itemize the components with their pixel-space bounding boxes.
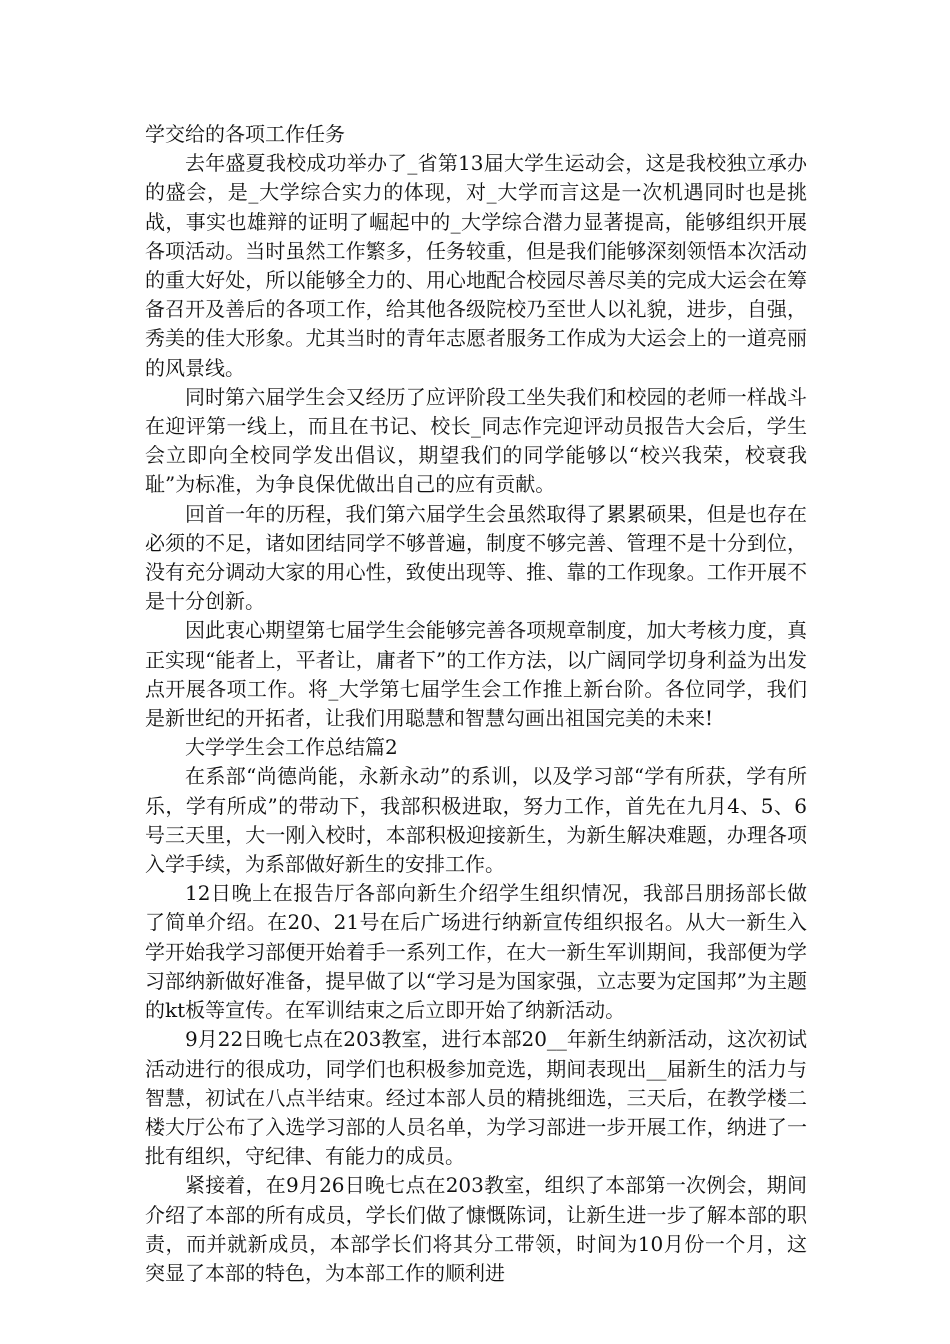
paragraph: 9月22日晚七点在203教室，进行本部20__年新生纳新活动，这次初试活动进行的很成功，同学们也积极参加竞选，期间表现出__届新生的活力与智慧，初试在八点半结束。经过本部人员的精挑细选，三天后，在教学楼二楼大厅公布了入选学习部的人员名单，为学习部进一步开展工作，纳进了一批有组织，守纪律、有能力的成员。 bbox=[145, 1027, 807, 1169]
paragraph: 同时第六届学生会又经历了应评阶段工坐失我们和校园的老师一样战斗在迎评第一线上，而且在书记、校长_同志作完迎评动员报告大会后，学生会立即向全校同学发出倡议，期望我们的同学能够以“校兴我荣，校衰我耻”为标准，为争良保优做出自己的应有贡献。 bbox=[145, 384, 807, 497]
paragraph: 在系部“尚德尚能，永新永动”的系训，以及学习部“学有所获，学有所乐，学有所成”的带动下，我部积极进取，努力工作，首先在九月4、5、6号三天里，大一刚入校时，本部积极迎接新生，为新生解决难题，办理各项入学手续，为系部做好新生的安排工作。 bbox=[145, 764, 807, 877]
paragraph: 回首一年的历程，我们第六届学生会虽然取得了累累硕果，但是也存在必须的不足，诸如团结同学不够普遍，制度不够完善、管理不是十分到位，没有充分调动大家的用心性，致使出现等、推、靠的工作现象。工作开展不是十分创新。 bbox=[145, 501, 807, 614]
paragraph-continuation: 学交给的各项工作任务 bbox=[145, 122, 345, 146]
paragraph: 因此衷心期望第七届学生会能够完善各项规章制度，加大考核力度，真正实现“能者上，平者让，庸者下”的工作方法，以广阔同学切身利益为出发点开展各项工作。将_大学第七届学生会工作推上新台阶。各位同学，我们是新世纪的开拓者，让我们用聪慧和智慧勾画出祖国完美的未来! bbox=[145, 618, 807, 731]
section-heading: 大学学生会工作总结篇2 bbox=[185, 735, 398, 760]
paragraph: 紧接着，在9月26日晚七点在203教室，组织了本部第一次例会，期间介绍了本部的所有成员，学长们做了慷慨陈词，让新生进一步了解本部的职责，而并就新成员，本部学长们将其分工带领，时间为10月份一个月，这突显了本部的特色，为本部工作的顺利进 bbox=[145, 1173, 807, 1285]
paragraph: 12日晚上在报告厅各部向新生介绍学生组织情况，我部吕朋扬部长做了简单介绍。在20、21号在后广场进行纳新宣传组织报名。从大一新生入学开始我学习部便开始着手一系列工作，在大一新生军训期间，我部便为学习部纳新做好准备，提早做了以“学习是为国家强，立志要为定国邦”为主题的kt板等宣传。在军训结束之后立即开始了纳新活动。 bbox=[145, 881, 807, 1023]
document-body bbox=[145, 120, 807, 1288]
paragraph: 去年盛夏我校成功举办了_省第13届大学生运动会，这是我校独立承办的盛会，是_大学综合实力的体现，对_大学而言这是一次机遇同时也是挑战，事实也雄辩的证明了崛起中的_大学综合潜力显著提高，能够组织开展各项活动。当时虽然工作繁多，任务较重，但是我们能够深刻领悟本次活动的重大好处，所以能够全力的、用心地配合校园尽善尽美的完成大运会在筹备召开及善后的各项工作，给其他各级院校乃至世人以礼貌，进步，自强，秀美的佳大形象。尤其当时的青年志愿者服务工作成为大运会上的一道亮丽的风景线。 bbox=[145, 151, 807, 380]
